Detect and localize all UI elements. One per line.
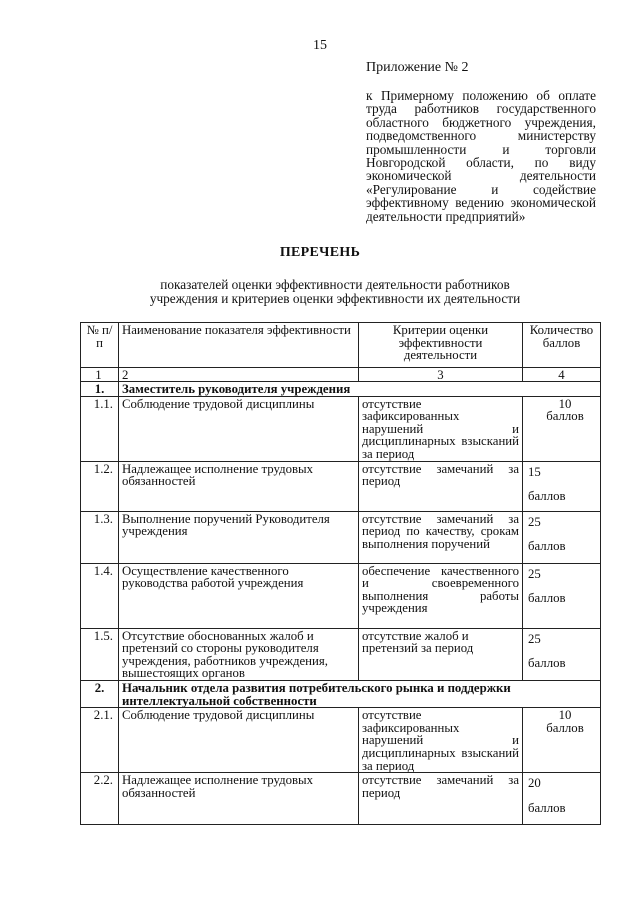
appendix-title: Приложение № 2 xyxy=(366,60,469,75)
points-label: баллов xyxy=(528,489,566,504)
points-label: баллов xyxy=(528,539,566,554)
table-index-row xyxy=(81,368,601,382)
row-name: Выполнение поручений Руководителя учреждения xyxy=(119,511,359,563)
row-criteria: отсутствие замечаний за период xyxy=(359,461,523,511)
header-criteria: Критерии оценки эффективности деятельности xyxy=(359,323,523,368)
row-criteria: отсутствие зафиксированных нарушений и дисциплинарных взысканий за период xyxy=(359,708,523,773)
row-name: Надлежащее исполнение трудовых обязанностей xyxy=(119,461,359,511)
points-label: баллов xyxy=(528,800,566,815)
row-name: Осуществление качественного руководства работой учреждения xyxy=(119,563,359,628)
page-number: 15 xyxy=(313,38,327,53)
table-row xyxy=(81,396,601,461)
section-num: 1. xyxy=(81,382,119,397)
criteria-table xyxy=(80,322,601,825)
row-criteria: отсутствие замечаний за период xyxy=(359,773,523,825)
header-num: № п/п xyxy=(81,323,119,368)
row-criteria: отсутствие зафиксированных нарушений и дисциплинарных взысканий за период xyxy=(359,396,523,461)
table-row xyxy=(81,708,601,773)
row-num: 2.2. xyxy=(81,773,119,825)
points-value: 10 xyxy=(558,708,572,723)
row-points xyxy=(523,563,601,628)
row-name: Отсутствие обоснованных жалоб и претензий со стороны руководителя учреждения, работников учреждения, вышестоящих органов xyxy=(119,628,359,680)
table-header-row xyxy=(81,323,601,368)
table-row xyxy=(81,773,601,825)
points-value: 20 xyxy=(528,776,541,791)
row-num: 1.1. xyxy=(81,396,119,461)
index-cell: 1 xyxy=(81,368,119,382)
section-num: 2. xyxy=(81,680,119,707)
row-num: 1.5. xyxy=(81,628,119,680)
row-criteria: отсутствие замечаний за период по качеству, срокам выполнения поручений xyxy=(359,511,523,563)
table-row xyxy=(81,563,601,628)
row-criteria: обеспечение качественного и своевременного выполнения работы учреждения xyxy=(359,563,523,628)
row-name: Надлежащее исполнение трудовых обязанностей xyxy=(119,773,359,825)
subtitle-line-1: показателей оценки эффективности деятельности работников xyxy=(160,277,510,292)
points-value: 15 xyxy=(528,464,541,479)
header-points: Количество баллов xyxy=(523,323,601,368)
row-num: 1.4. xyxy=(81,563,119,628)
table-row xyxy=(81,461,601,511)
points-label: баллов xyxy=(546,409,584,424)
header-name: Наименование показателя эффективности xyxy=(119,323,359,368)
section-row xyxy=(81,382,601,397)
row-num: 2.1. xyxy=(81,708,119,773)
row-points xyxy=(523,461,601,511)
row-name: Соблюдение трудовой дисциплины xyxy=(119,708,359,773)
row-points xyxy=(523,773,601,825)
row-points xyxy=(523,396,601,461)
section-row xyxy=(81,680,601,707)
row-name: Соблюдение трудовой дисциплины xyxy=(119,396,359,461)
row-criteria: отсутствие жалоб и претензий за период xyxy=(359,628,523,680)
index-cell: 2 xyxy=(119,368,359,382)
table-row xyxy=(81,628,601,680)
row-points xyxy=(523,628,601,680)
appendix-text: к Примерному положению об оплате труда работников государственного областного бюджетного учреждения, подведомственного министерству промышленности и торговли Новгородской области, по виду экономической деятельности «Регулирование и содействие эффективному ведению экономической деятельности предприятий» xyxy=(366,88,596,224)
index-cell: 4 xyxy=(523,368,601,382)
points-value: 25 xyxy=(528,631,541,646)
points-label: баллов xyxy=(546,720,584,735)
section-title: Начальник отдела развития потребительского рынка и поддержки интеллектуальной собственности xyxy=(119,680,601,707)
row-num: 1.2. xyxy=(81,461,119,511)
document-subtitle xyxy=(100,278,570,306)
subtitle-line-2: учреждения и критериев оценки эффективности их деятельности xyxy=(149,291,521,306)
points-value: 10 xyxy=(558,396,572,411)
points-label: баллов xyxy=(528,656,566,671)
points-value: 25 xyxy=(528,566,541,581)
points-label: баллов xyxy=(528,591,566,606)
points-value: 25 xyxy=(528,514,541,529)
section-title: Заместитель руководителя учреждения xyxy=(119,382,601,397)
row-points xyxy=(523,708,601,773)
row-num: 1.3. xyxy=(81,511,119,563)
document-title: ПЕРЕЧЕНЬ xyxy=(279,245,361,260)
table-row xyxy=(81,511,601,563)
index-cell: 3 xyxy=(359,368,523,382)
row-points xyxy=(523,511,601,563)
